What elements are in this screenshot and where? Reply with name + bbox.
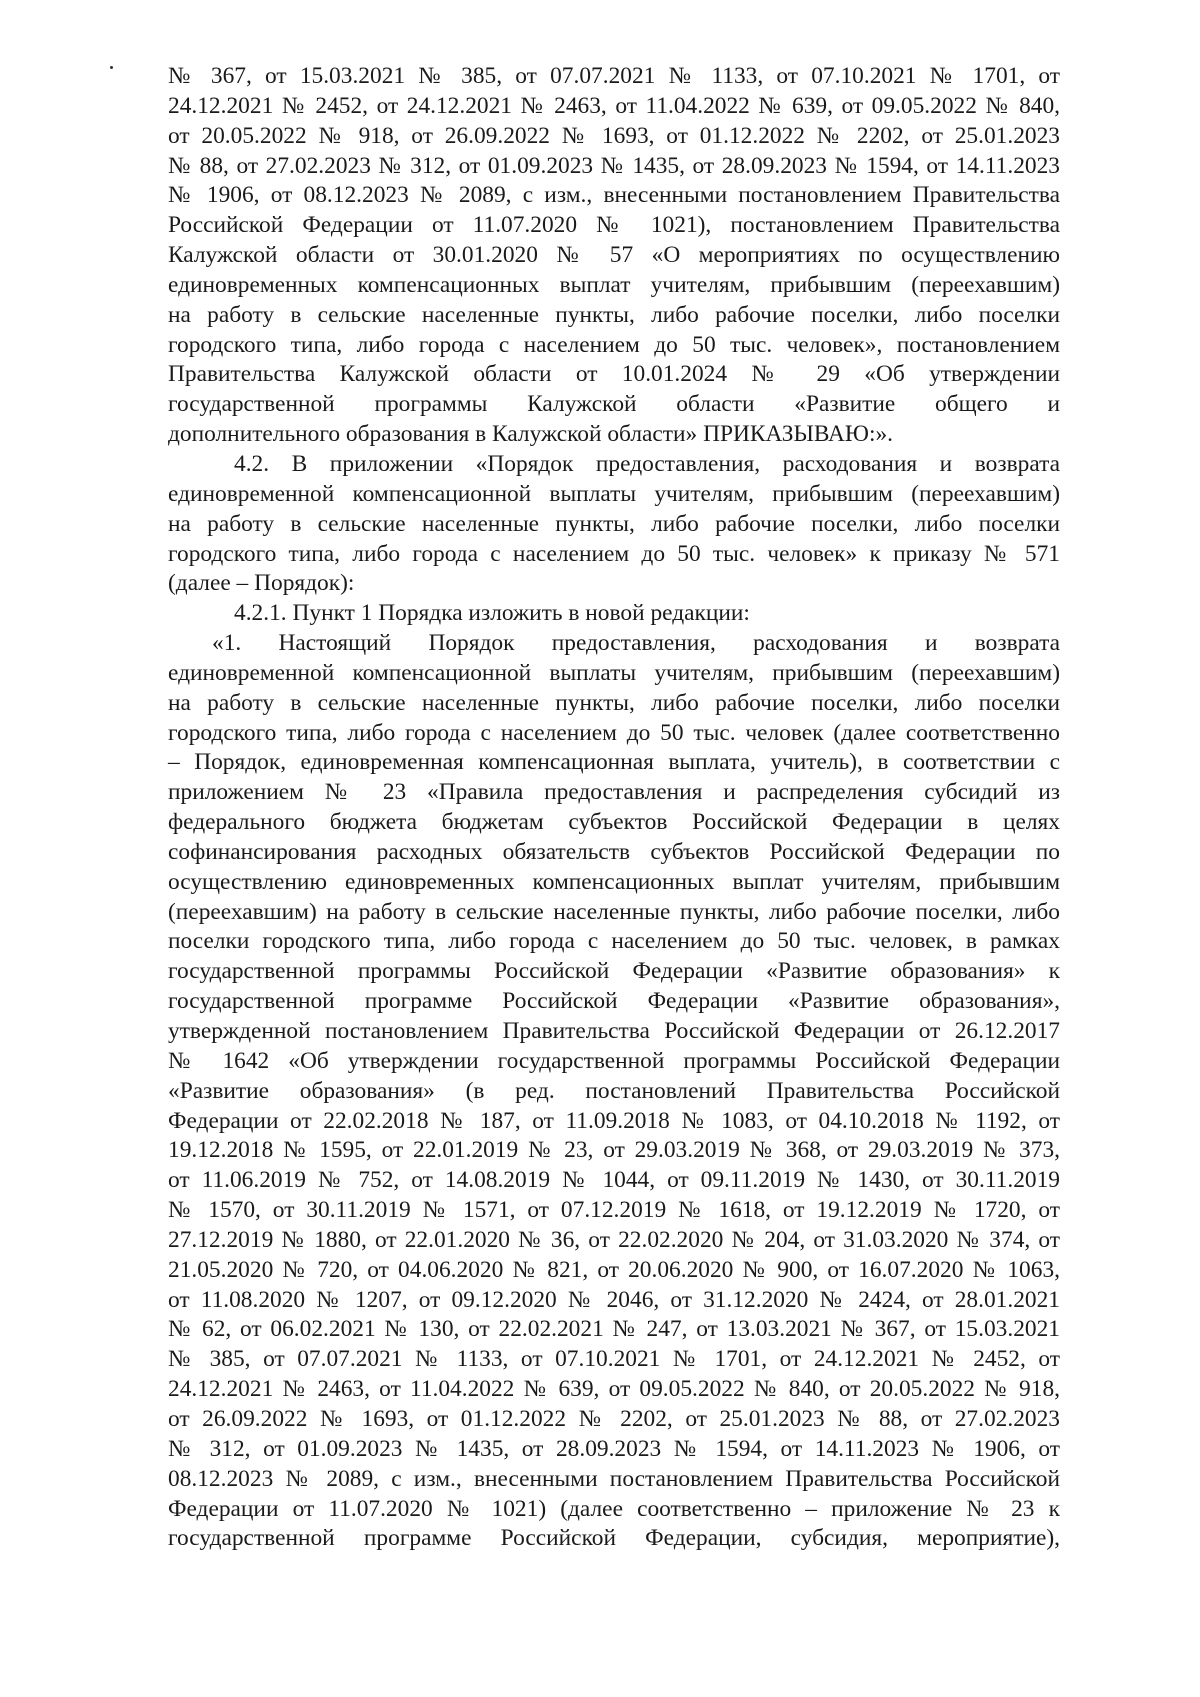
document-page [168, 62, 1060, 1554]
text-line: государственной программе Российской Федерации, субсидия, мероприятие), [168, 1525, 1060, 1552]
text-line: № 367, от 15.03.2021 № 385, от 07.07.2021 № 1133, от 07.10.2021 № 1701, от [168, 63, 1060, 89]
text-line: № 312, от 01.09.2023 № 1435, от 28.09.2023 № 1594, от 14.11.2023 № 1906, от [168, 1435, 1060, 1462]
text-line: городского типа, либо города с населением до 50 тыс. человек» к приказу № 571 [168, 540, 1060, 567]
text-line: «Развитие образования» (в ред. постановлений Правительства Российской [168, 1077, 1060, 1104]
text-line: на работу в сельские населенные пункты, либо рабочие поселки, либо поселки [168, 301, 1060, 328]
text-line: единовременной компенсационной выплаты учителям, прибывшим (переехавшим) [168, 659, 1060, 686]
paragraph-quoted-point-1 [168, 629, 1060, 1554]
text-line: Федерации от 11.07.2020 № 1021) (далее соответственно – приложение № 23 к [168, 1495, 1060, 1522]
text-line: осуществлению единовременных компенсационных выплат учителям, прибывшим [168, 868, 1060, 895]
text-line: Калужской области от 30.01.2020 № 57 «О мероприятиях по осуществлению [168, 242, 1060, 269]
text-line: единовременной компенсационной выплаты учителям, прибывшим (переехавшим) [168, 480, 1060, 507]
text-line: 4.2. В приложении «Порядок предоставления, расходования и возврата [234, 450, 1060, 477]
scan-speck [110, 66, 113, 69]
text-line: 19.12.2018 № 1595, от 22.01.2019 № 23, от 29.03.2019 № 368, от 29.03.2019 № 373, [168, 1137, 1060, 1164]
text-line: (далее – Порядок): [168, 570, 355, 597]
text-line: от 11.08.2020 № 1207, от 09.12.2020 № 2046, от 31.12.2020 № 2424, от 28.01.2021 [168, 1286, 1060, 1313]
text-line: 08.12.2023 № 2089, с изм., внесенными постановлением Правительства Российской [168, 1465, 1060, 1492]
text-line: № 385, от 07.07.2021 № 1133, от 07.10.2021 № 1701, от 24.12.2021 № 2452, от [168, 1346, 1060, 1373]
text-line: Российской Федерации от 11.07.2020 № 1021), постановлением Правительства [168, 212, 1060, 239]
text-line: на работу в сельские населенные пункты, либо рабочие поселки, либо поселки [168, 689, 1060, 716]
text-line: № 62, от 06.02.2021 № 130, от 22.02.2021 № 247, от 13.03.2021 № 367, от 15.03.2021 [168, 1316, 1060, 1343]
text-line: утвержденной постановлением Правительства Российской Федерации от 26.12.2017 [168, 1018, 1060, 1044]
text-line: от 26.09.2022 № 1693, от 01.12.2022 № 2202, от 25.01.2023 № 88, от 27.02.2023 [168, 1405, 1060, 1432]
text-line: от 11.06.2019 № 752, от 14.08.2019 № 1044, от 09.11.2019 № 1430, от 30.11.2019 [168, 1167, 1060, 1194]
paragraph-continuation [168, 62, 1060, 450]
text-line: городского типа, либо города с населением до 50 тыс. человек», постановлением [168, 331, 1060, 358]
text-line: № 1906, от 08.12.2023 № 2089, с изм., внесенными постановлением Правительства [168, 182, 1060, 209]
paragraph-4-2-1 [168, 599, 1060, 629]
text-line: № 1642 «Об утверждении государственной программы Российской Федерации [168, 1047, 1060, 1074]
text-line: городского типа, либо города с населением до 50 тыс. человек (далее соответственно [168, 719, 1060, 746]
text-line: на работу в сельские населенные пункты, либо рабочие поселки, либо поселки [168, 510, 1060, 537]
text-line: дополнительного образования в Калужской области» ПРИКАЗЫВАЮ:». [168, 421, 893, 448]
text-line: (переехавшим) на работу в сельские населенные пункты, либо рабочие поселки, либо [168, 898, 1060, 925]
text-line: 21.05.2020 № 720, от 04.06.2020 № 821, от 20.06.2020 № 900, от 16.07.2020 № 1063, [168, 1256, 1060, 1283]
text-line: приложением № 23 «Правила предоставления и распределения субсидий из [168, 779, 1060, 806]
text-line: федерального бюджета бюджетам субъектов Российской Федерации в целях [168, 809, 1060, 836]
text-line: поселки городского типа, либо города с населением до 50 тыс. человек, в рамках [168, 928, 1060, 955]
text-line: «1. Настоящий Порядок предоставления, расходования и возврата [212, 630, 1060, 657]
text-line: от 20.05.2022 № 918, от 26.09.2022 № 1693, от 01.12.2022 № 2202, от 25.01.2023 [168, 122, 1060, 149]
text-line: – Порядок, единовременная компенсационная выплата, учитель), в соответствии с [168, 749, 1060, 776]
text-line: 24.12.2021 № 2452, от 24.12.2021 № 2463, от 11.04.2022 № 639, от 09.05.2022 № 840, [168, 92, 1060, 119]
text-line: Федерации от 22.02.2018 № 187, от 11.09.2018 № 1083, от 04.10.2018 № 1192, от [168, 1107, 1060, 1134]
text-line: Правительства Калужской области от 10.01.2024 № 29 «Об утверждении [168, 361, 1060, 388]
text-line: 24.12.2021 № 2463, от 11.04.2022 № 639, от 09.05.2022 № 840, от 20.05.2022 № 918, [168, 1376, 1060, 1403]
text-line: государственной программы Российской Федерации «Развитие образования» к [168, 958, 1060, 985]
text-line: государственной программе Российской Федерации «Развитие образования», [168, 988, 1060, 1015]
text-line: 27.12.2019 № 1880, от 22.01.2020 № 36, от 22.02.2020 № 204, от 31.03.2020 № 374, от [168, 1226, 1060, 1253]
text-line: № 1570, от 30.11.2019 № 1571, от 07.12.2019 № 1618, от 19.12.2019 № 1720, от [168, 1197, 1060, 1224]
text-line: государственной программы Калужской области «Развитие общего и [168, 391, 1060, 418]
text-line: единовременных компенсационных выплат учителям, прибывшим (переехавшим) [168, 271, 1060, 298]
text-line: софинансирования расходных обязательств субъектов Российской Федерации по [168, 838, 1060, 865]
paragraph-4-2 [168, 450, 1060, 599]
text-line: 4.2.1. Пункт 1 Порядка изложить в новой редакции: [234, 600, 750, 627]
text-line: № 88, от 27.02.2023 № 312, от 01.09.2023 № 1435, от 28.09.2023 № 1594, от 14.11.2023 [168, 152, 1060, 179]
